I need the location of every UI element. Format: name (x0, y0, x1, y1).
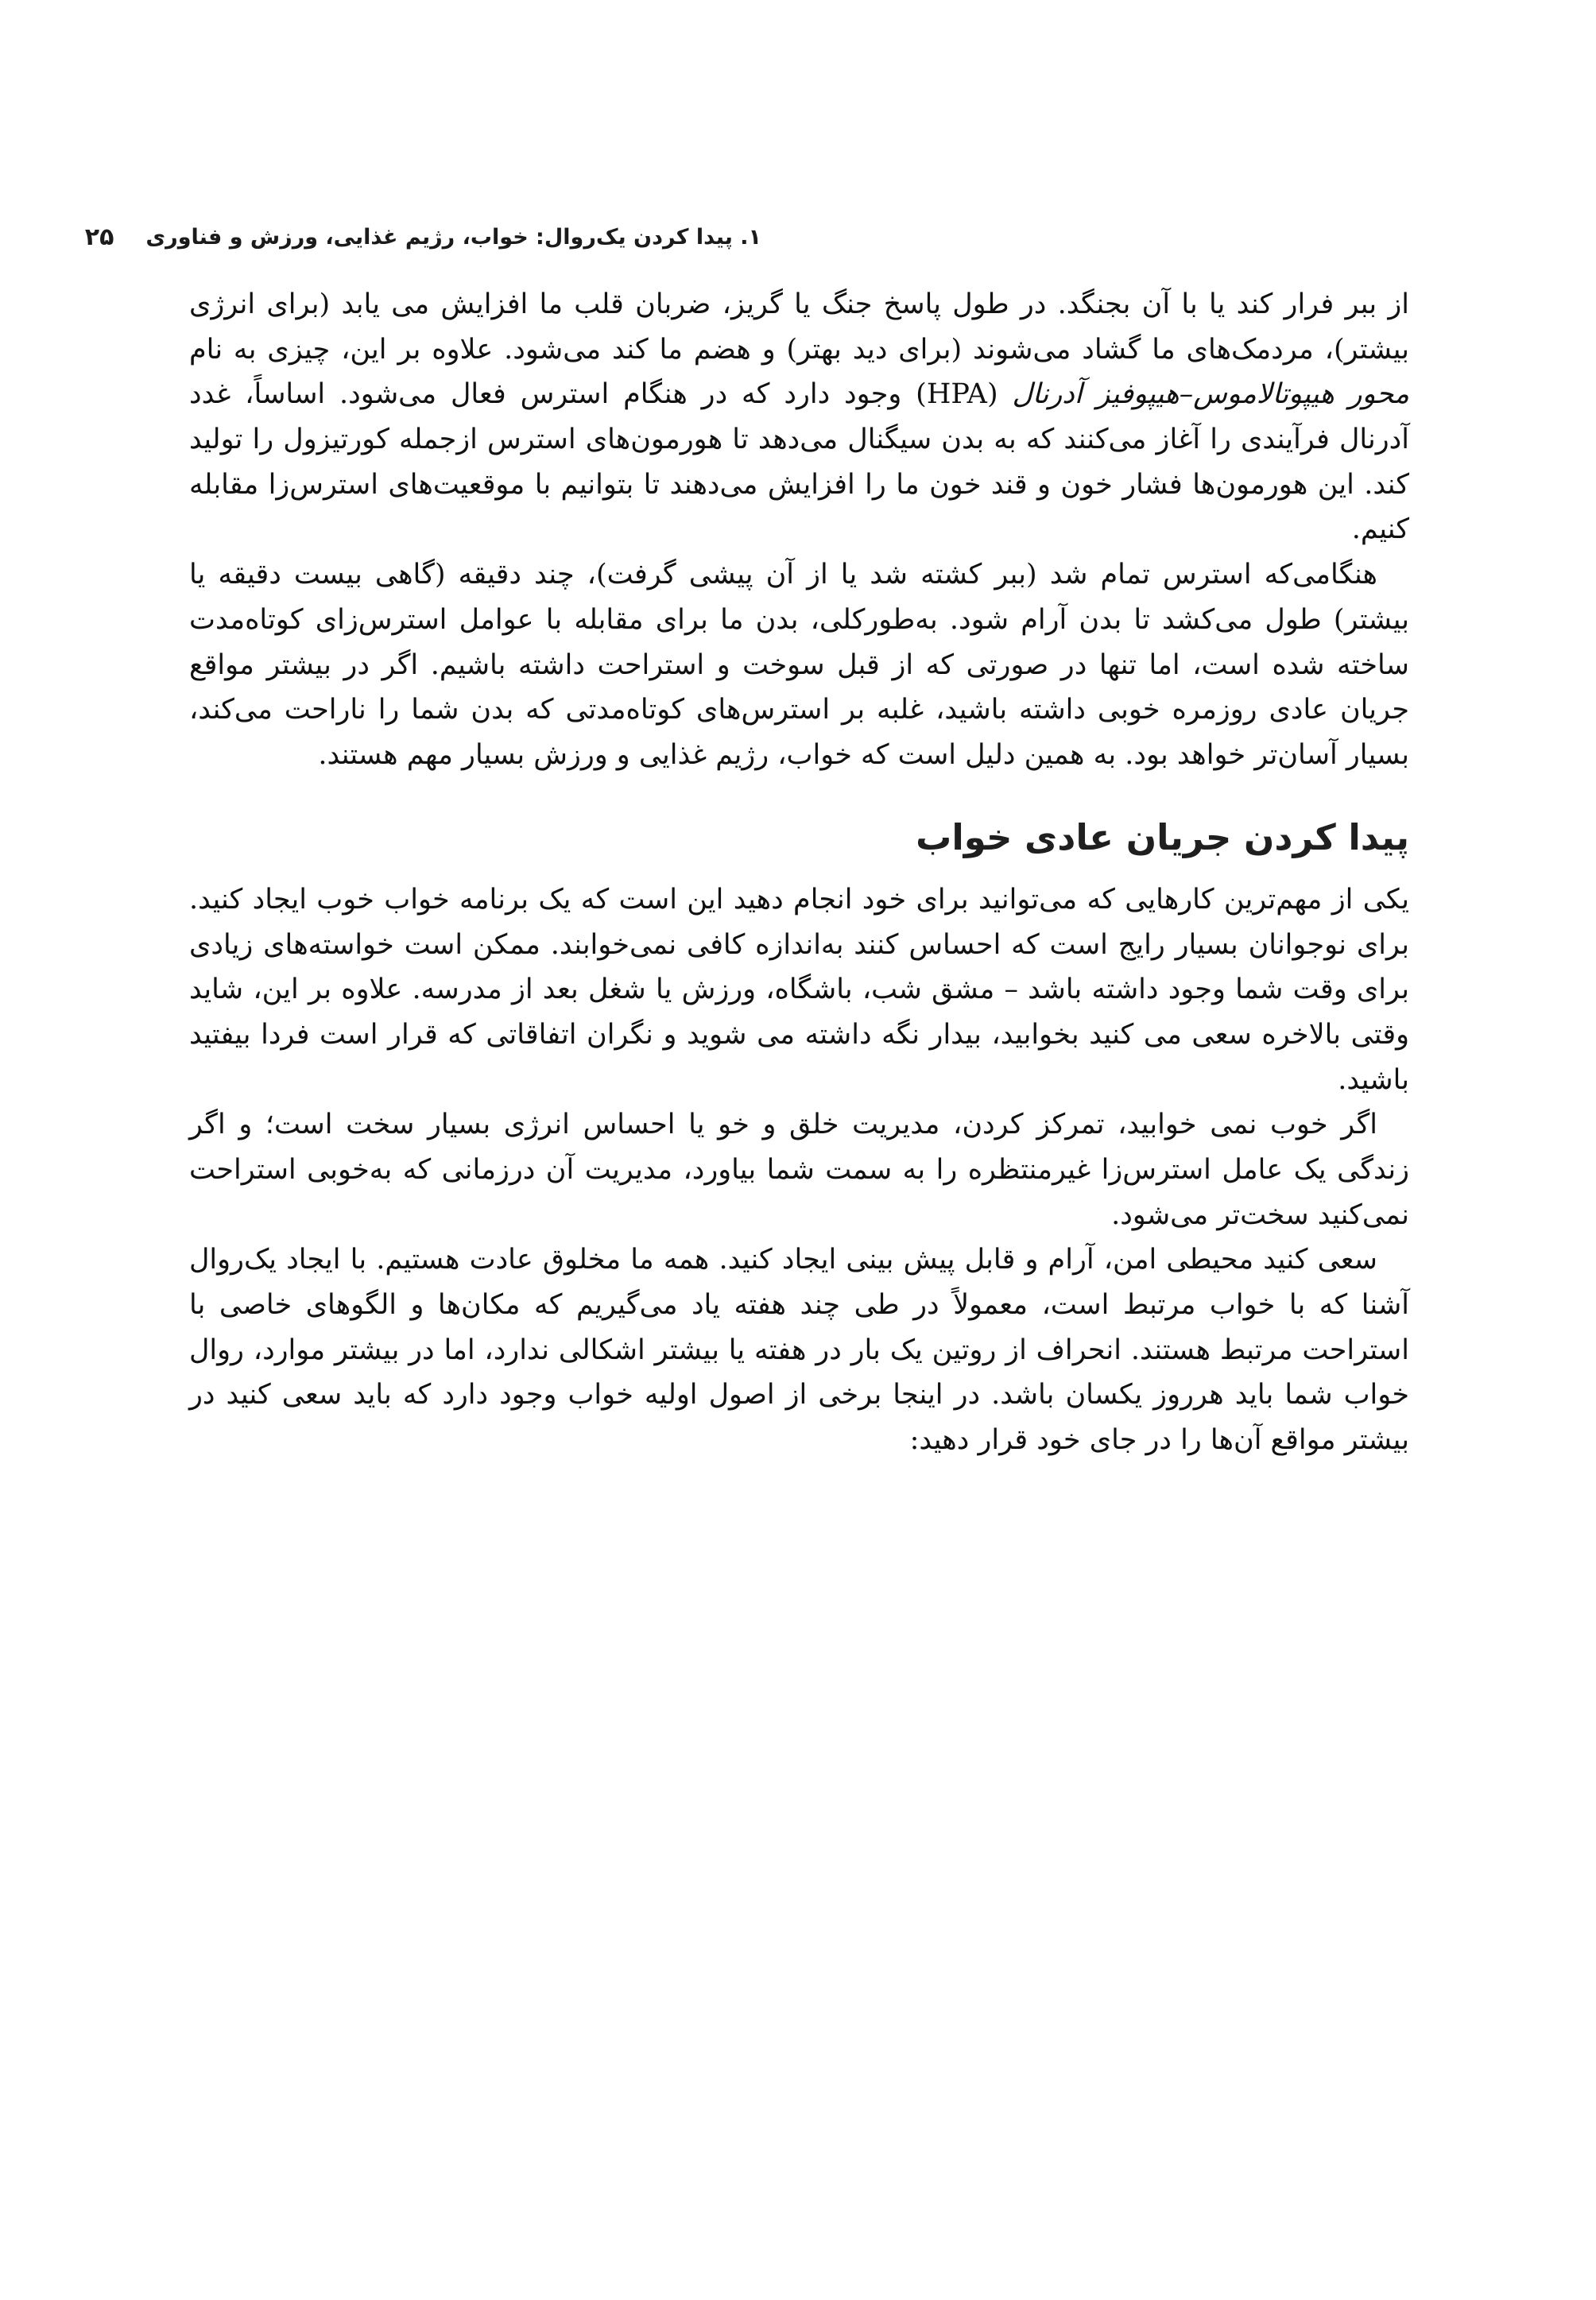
sleep-paragraph-1: یکی از مهم‌ترین کارهایی که می‌توانید برای خود انجام دهید این است که یک برنامه خواب خوب ایجاد کنید. برای نوجوانان بسیار رایج است که احساس کنند به‌اندازه کافی نمی‌خوابند. ممکن است خواسته‌های زیادی برای وقت شما وجود داشته باشد – مشق شب، باشگاه، ورزش یا شغل بعد از مدرسه. علاوه بر این، شاید وقتی بالاخره سعی می کنید بخوابید، بیدار نگه داشته می شوید و نگران اتفاقاتی که قرار است فردا بیفتید باشید. (189, 883, 1409, 1096)
chapter-title: ۱. پیدا کردن یک‌روال: خواب، رژیم غذایی، ورزش و فناوری (145, 224, 761, 250)
section-heading: پیدا کردن جریان عادی خواب (916, 815, 1409, 858)
stress-end-paragraph: هنگامی‌که استرس تمام شد (ببر کشته شد یا از آن پیشی گرفت)، چند دقیقه (گاهی بیست دقیقه یا بیشتر) طول می‌کشد تا بدن آرام شود. به‌طورکلی، بدن ما برای مقابله با عوامل استرس‌زای کوتاه‌مدت ساخته شده است، اما تنها در صورتی که از قبل سوخت و استراحت داشته باشیم. اگر در بیشتر مواقع جریان عادی روزمره خوبی داشته باشید، غلبه بر استرس‌های کوتاه‌مدتی که بدن شما را ناراحت می‌کند، بسیار آسان‌تر خواهد بود. به همین دلیل است که خواب، رژیم غذایی و ورزش بسیار مهم هستند. (189, 559, 1409, 771)
hpa-axis-term: محور هیپوتالاموس–هیپوفیز آدرنال (1012, 378, 1409, 411)
intro-text-before: از ببر فرار کند یا با آن بجنگد. در طول پاسخ جنگ یا گریز، ضربان قلب ما افزایش می یابد (برای انرژی بیشتر)، مردمک‌های ما گشاد می‌شوند (برای دید بهتر) و هضم ما کند می‌شود. علاوه بر این، چیزی به نام (189, 288, 1409, 366)
intro-paragraph (189, 282, 1409, 552)
intro-text-after: (HPA) وجود دارد که در هنگام استرس فعال می‌شود. اساساً، غدد آدرنال فرآیندی را آغاز می‌کنند که به بدن سیگنال می‌دهد تا هورمون‌های استرس ازجمله کورتیزول را تولید کند. این هورمون‌ها فشار خون و قند خون ما را افزایش می‌دهند تا بتوانیم با موقعیت‌های استرس‌زا مقابله کنیم. (189, 378, 1409, 546)
page-number: ۲۵ (84, 223, 114, 251)
sleep-paragraph-3: سعی کنید محیطی امن، آرام و قابل پیش بینی ایجاد کنید. همه ما مخلوق عادت هستیم. با ایجاد یک‌روال آشنا که با خواب مرتبط است، معمولاً در طی چند هفته یاد می‌گیریم که مکان‌ها و الگوهای خاصی با استراحت مرتبط هستند. انحراف از روتین یک بار در هفته یا بیشتر اشکالی ندارد، اما در بیشتر موارد، روال خواب شما باید هرروز یکسان باشد. در اینجا برخی از اصول اولیه خواب وجود دارد که باید سعی کنید در بیشتر مواقع آن‌ها را در جای خود قرار دهید: (189, 1244, 1409, 1457)
running-header (84, 213, 761, 261)
sleep-paragraph-2: اگر خوب نمی خوابید، تمرکز کردن، مدیریت خلق و خو یا احساس انرژی بسیار سخت است؛ و اگر زندگی یک عامل استرس‌زا غیرمنتظره را به سمت شما بیاورد، مدیریت آن درزمانی که به‌خوبی استراحت نمی‌کنید سخت‌تر می‌شود. (189, 1109, 1409, 1231)
page-body (189, 282, 1409, 1463)
